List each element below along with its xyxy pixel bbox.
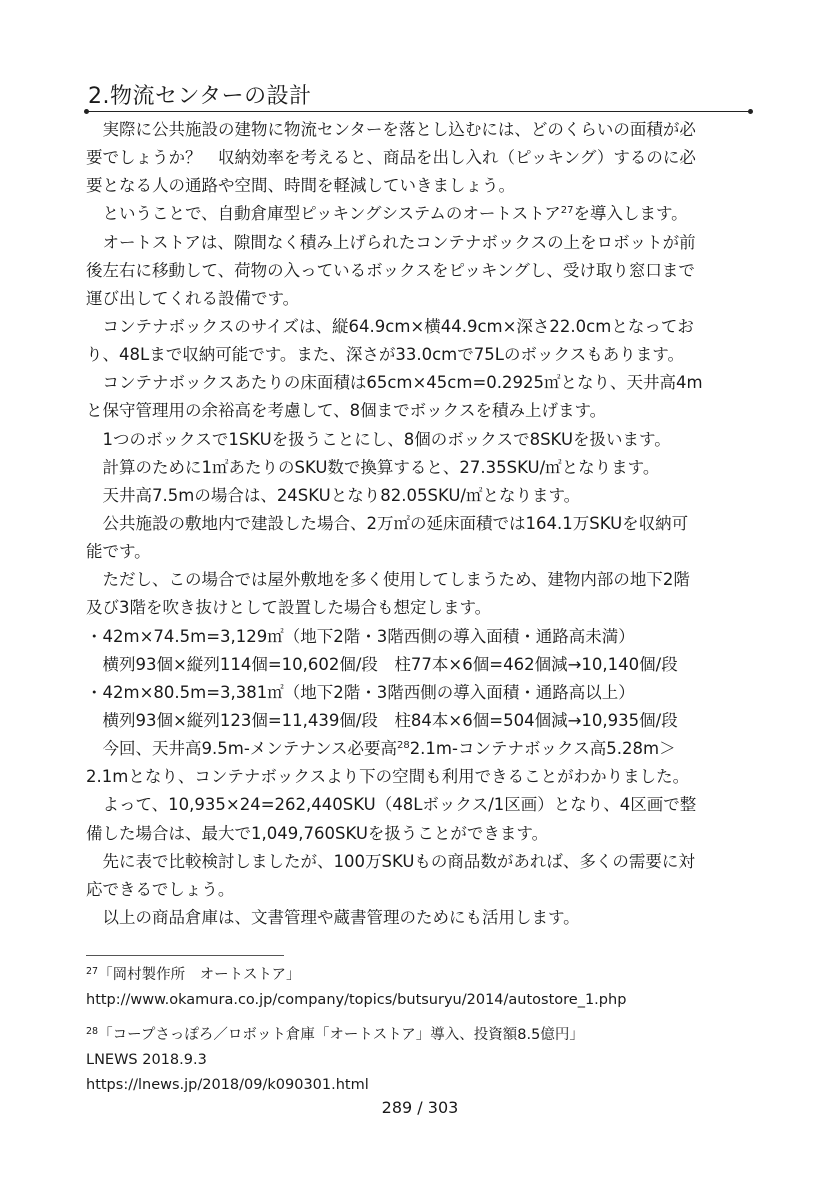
footnote-gap [86, 1013, 766, 1023]
line-text: ということで、自動倉庫型ピッキングシステムのオートストア [86, 204, 561, 224]
footnote-number: 27 [86, 966, 99, 977]
footnote-separator [86, 955, 284, 956]
footnote-28-title [86, 1023, 766, 1048]
footnote-ref-27[interactable]: 27 [560, 205, 574, 217]
underline-dot-right [748, 109, 753, 114]
body-line: 能です。 [86, 542, 151, 562]
footnote-28-source: LNEWS 2018.9.3 [86, 1052, 207, 1068]
body-line: 公共施設の敷地内で建設した場合、2万㎡の延床面積では164.1万SKUを収納可 [86, 513, 689, 533]
line-text-tail: を導入します。 [573, 204, 688, 224]
page-number: 289 / 303 [381, 1098, 459, 1117]
footnote-27-link[interactable]: http://www.okamura.co.jp/company/topics/butsuryu/2014/autostore_1.php [86, 992, 627, 1008]
footnote-number: 28 [86, 1026, 99, 1037]
body-line: 実際に公共施設の建物に物流センターを落とし込むには、どのくらいの面積が必 [86, 120, 696, 139]
body-line: 備した場合は、最大で1,049,760SKUを扱うことができます。 [86, 823, 549, 843]
body-line: 横列93個×縦列114個=10,602個/段 柱77本×6個=462個減→10,140個/段 [86, 654, 678, 674]
footnote-text: 「コープさっぽろ／ロボット倉庫「オートストア」導入、投資額8.5億円」 [98, 1027, 584, 1043]
footnotes [86, 963, 766, 1098]
body-line: 運び出してくれる設備です。 [86, 288, 300, 308]
body-line: よって、10,935×24=262,440SKU（48Lボックス/1区画）となり、4区画で整 [86, 795, 697, 815]
body-line: 及び3階を吹き抜けとして設置した場合も想定します。 [86, 598, 492, 618]
body-line: 2.1mとなり、コンテナボックスより下の空間も利用できることがわかりました。 [86, 767, 690, 787]
body-line: 1つのボックスで1SKUを扱うことにし、8個のボックスで8SKUを扱います。 [86, 429, 671, 449]
bullet-line: ・42m×80.5m=3,381㎡（地下2階・3階西側の導入面積・通路高以上） [86, 682, 635, 702]
bullet-line: ・42m×74.5m=3,129㎡（地下2階・3階西側の導入面積・通路高未満） [86, 626, 635, 646]
body-line-with-footnote-27 [86, 200, 750, 228]
footnote-ref-28[interactable]: 28 [396, 740, 410, 752]
body-line: 以上の商品倉庫は、文書管理や蔵書管理のためにも活用します。 [86, 907, 580, 927]
footnote-text: 「岡村製作所 オートストア」 [98, 967, 301, 983]
body-line-with-footnote-28 [86, 735, 750, 763]
underline-dot-left [84, 109, 89, 114]
line-text: 今回、天井高9.5m-メンテナンス必要高 [86, 739, 397, 759]
body-line: 後左右に移動して、荷物の入っているボックスをピッキングし、受け取り窓口まで [86, 260, 695, 280]
body-line: オートストアは、隙間なく積み上げられたコンテナボックスの上をロボットが前 [86, 232, 696, 252]
body-line: 先に表で比較検討しましたが、100万SKUもの商品数があれば、多くの需要に対 [86, 851, 695, 871]
footnote-28-link[interactable]: https://lnews.jp/2018/09/k090301.html [86, 1077, 369, 1093]
body-line: 要でしょうか？ 収納効率を考えると、商品を出し入れ（ピッキング）するのに必 [86, 148, 696, 168]
body-line: 横列93個×縦列123個=11,439個/段 柱84本×6個=504個減→10,935個/段 [86, 710, 678, 730]
section-heading: 2.物流センターの設計 [88, 84, 312, 109]
body-text [86, 116, 750, 932]
footnote-27-title [86, 963, 766, 988]
body-line: ただし、この場合では屋外敷地を多く使用してしまうため、建物内部の地下2階 [86, 570, 690, 590]
body-line: 計算のために1㎡あたりのSKU数で換算すると、27.35SKU/㎡となります。 [86, 457, 660, 477]
body-line: 要となる人の通路や空間、時間を軽減していきましょう。 [86, 176, 515, 196]
body-line: と保守管理用の余裕高を考慮して、8個までボックスを積み上げます。 [86, 401, 607, 421]
body-line: 天井高7.5mの場合は、24SKUとなり82.05SKU/㎡となります。 [86, 485, 581, 505]
body-line: り、48Lまで収納可能です。また、深さが33.0cmで75Lのボックスもあります。 [86, 345, 684, 365]
line-text-tail: 2.1m-コンテナボックス高5.28m＞ [409, 739, 676, 759]
body-line: コンテナボックスのサイズは、縦64.9cm×横44.9cm×深さ22.0cmとなってお [86, 316, 694, 336]
heading-underline [86, 111, 750, 112]
section-heading-block [86, 82, 754, 116]
body-line: コンテナボックスあたりの床面積は65cm×45cm=0.2925㎡となり、天井高4m [86, 373, 703, 393]
body-line: 応できるでしょう。 [86, 879, 235, 899]
